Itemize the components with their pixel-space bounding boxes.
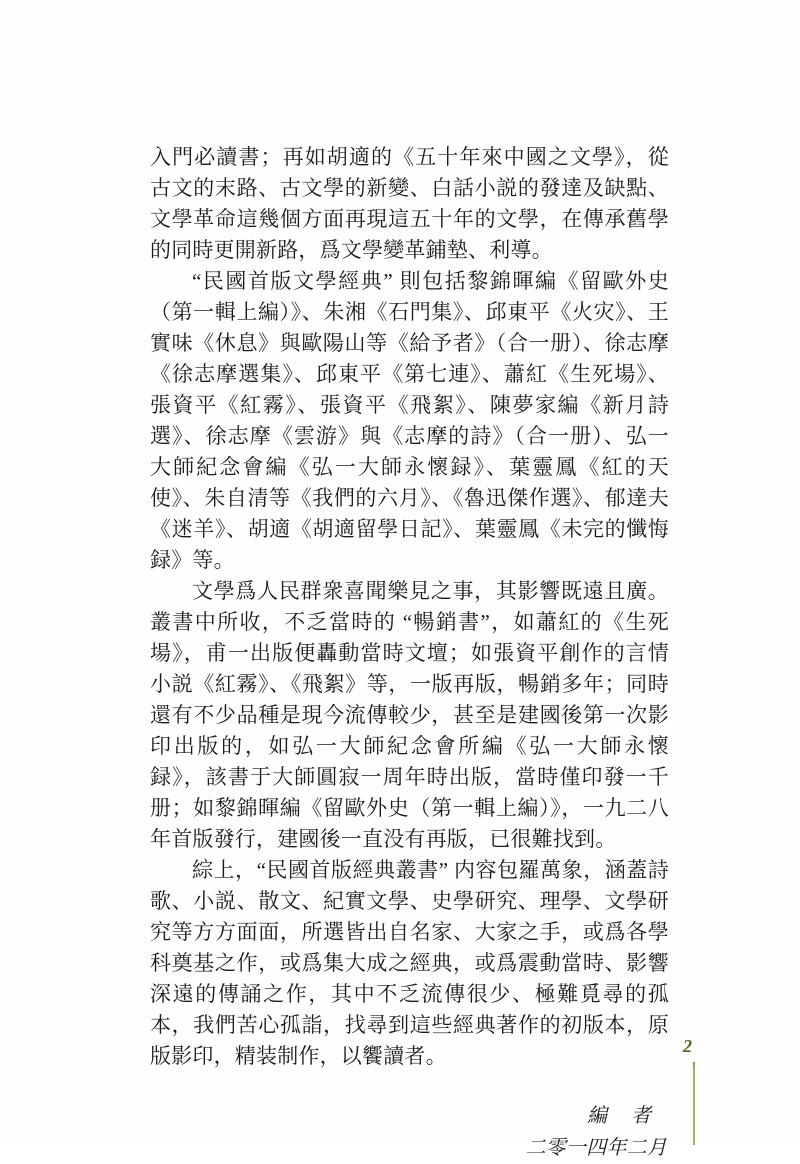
paragraph: 入門必讀書；再如胡適的《五十年來中國之文學》，從古文的末路、古文學的新變、白話小説的發達及缺點、文學革命這幾個方面再現這五十年的文學，在傳承舊學的同時更開新路，爲文學變革鋪墊、利導。 [150,145,669,262]
paragraph: 文學爲人民群衆喜聞樂見之事，其影響既遠且廣。叢書中所收，不乏當時的 “暢銷書”，如蕭紅的《生死場》，甫一出版便轟動當時文壇；如張資平創作的言情小説《紅霧》、《飛絮》等，一版再版，暢銷多年；同時還有不少品種是現今流傳較少，甚至是建國後第一次影印出版的，如弘一大師紀念會所編《弘一大師永懷録》，該書于大師圓寂一周年時出版，當時僅印發一千册；如黎錦暉編《留歐外史（第一輯上編）》，一九二八年首版發行，建國後一直没有再版，已很難找到。 [150,579,669,851]
paragraph: 綜上，“民國首版經典叢書” 内容包羅萬象，涵蓋詩歌、小説、散文、紀實文學、史學研究、理學、文學研究等方方面面，所選皆出自名家、大家之手，或爲各學科奠基之作，或爲集大成之經典，或爲震動當時、影響深遠的傳誦之作，其中不乏流傳很少、極難覓尋的孤本，我們苦心孤詣，找尋到這些經典著作的初版本，原版影印，精装制作，以饗讀者。 [150,858,669,1068]
signature-date: 二零一四年二月 [525,1137,667,1159]
body-text [150,142,669,1164]
signature-block [150,1100,669,1164]
paragraph: “民國首版文學經典” 則包括黎錦暉編《留歐外史（第一輯上編）》、朱湘《石門集》、邱東平《火灾》、王實味《休息》與歐陽山等《給予者》（合一册）、徐志摩《徐志摩選集》、邱東平《第七連》、蕭紅《生死場》、張資平《紅霧》、張資平《飛絮》、陳夢家編《新月詩選》、徐志摩《雲游》與《志摩的詩》（合一册）、弘一大師紀念會編《弘一大師永懷録》、葉靈鳳《紅的天使》、朱自清等《我們的六月》、《魯迅傑作選》、郁達夫《迷羊》、胡適《胡適留學日記》、葉靈鳳《未完的懺悔録》等。 [150,269,669,572]
signature-name: 編 者 [587,1105,653,1127]
page-number: 2 [683,1036,692,1056]
footer-rule-line [693,1062,695,1145]
